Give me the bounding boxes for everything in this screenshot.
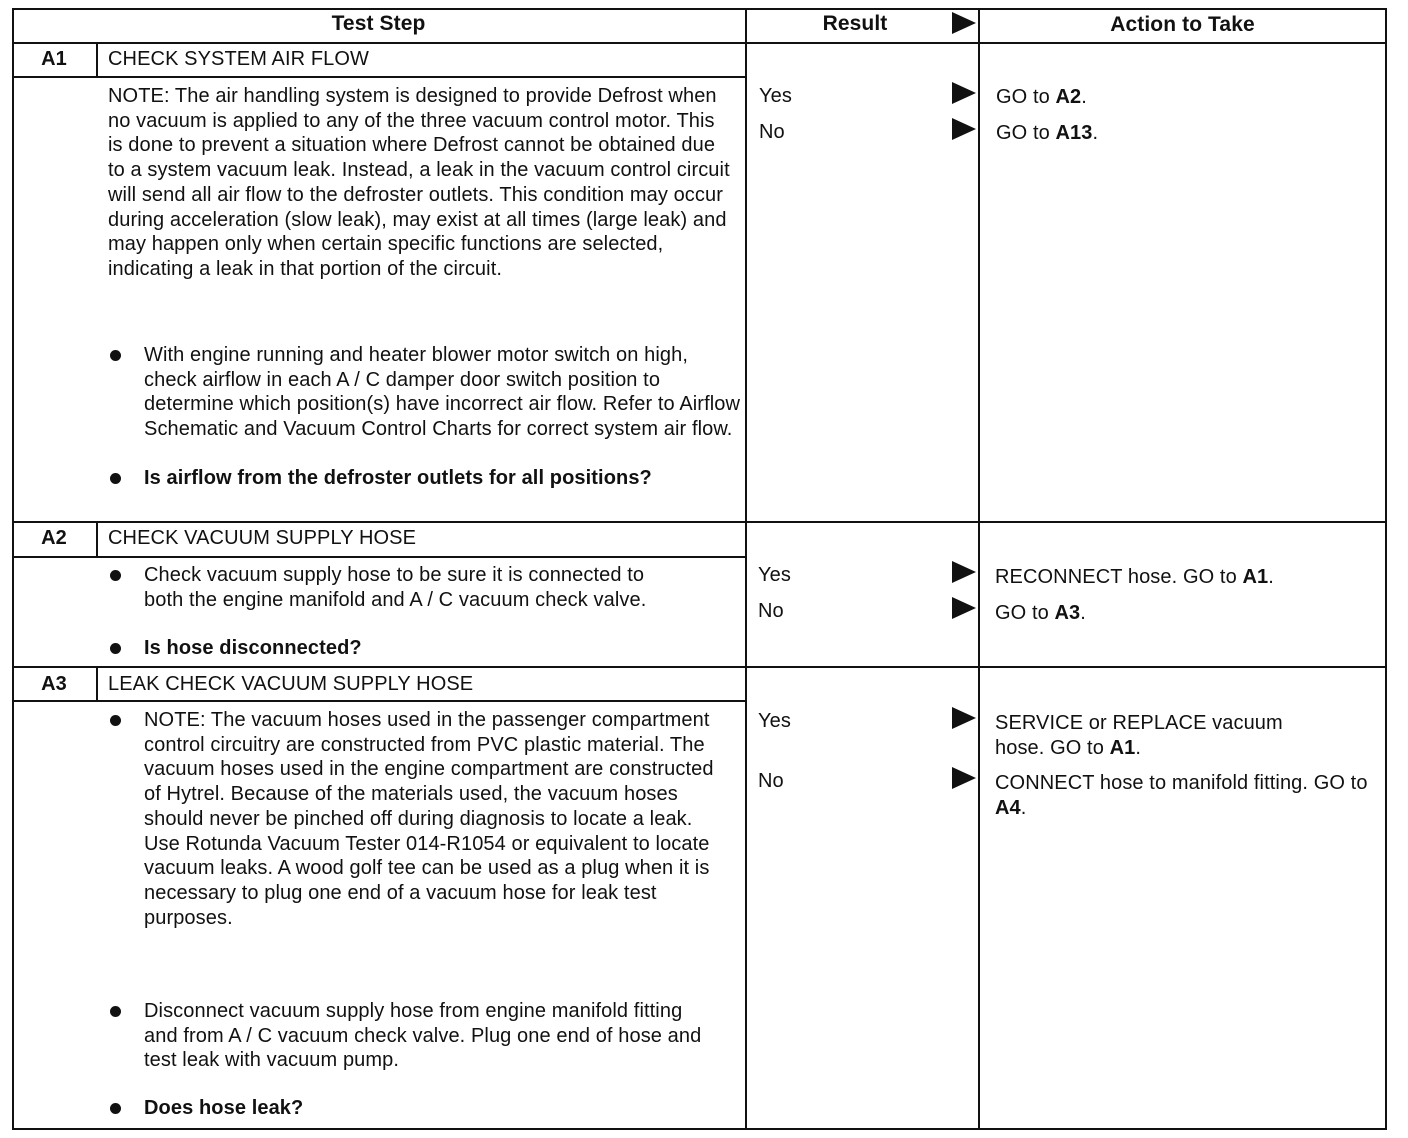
right-border [1385,8,1387,1130]
result-label-no: No [758,600,784,622]
test-procedure-table [12,8,1387,1130]
bullet-icon [110,643,121,654]
step-id-divider-a3 [96,666,98,700]
a1-title-rule [12,76,746,78]
step-id-a3: A3 [41,673,67,695]
result-label-no: No [759,121,785,143]
action-a2-no: GO to A3. [995,602,1086,624]
action-a3-no: CONNECT hose to manifold fitting. GO to A4. [995,772,1368,819]
action-a1-no: GO to A13. [996,122,1099,144]
a1-bottom-rule [12,521,1387,523]
result-arrow-icon [952,767,976,789]
step-title-a3: LEAK CHECK VACUUM SUPPLY HOSE [108,673,474,695]
step-a2-bullet-1: Check vacuum supply hose to be sure it is connected to both the engine manifold and A / C vacuum check valve. [144,564,647,611]
header-test-step: Test Step [331,12,426,35]
a2-bottom-rule [12,666,1387,668]
step-a1-note: NOTE: The air handling system is designed to provide Defrost when no vacuum is applied to any of the three vacuum control motor. This is done to prevent a situation where Defrost cannot be obtained due to a system vacuum leak. Instead, a leak in the vacuum control circuit will send all air flow to the defroster outlets. This condition may occur during acceleration (slow leak), may exist at all times (large leak) and may happen only when certain specific functions are selected, indicating a leak in that portion of the circuit. [108,85,730,280]
bullet-icon [110,350,121,361]
step-a1-question: Is airflow from the defroster outlets for all positions? [144,467,652,489]
step-title-a1: CHECK SYSTEM AIR FLOW [108,48,370,70]
result-arrow-icon [952,597,976,619]
action-a3-yes: SERVICE or REPLACE vacuum hose. GO to A1. [995,712,1283,759]
header-action: Action to Take [1110,13,1255,36]
result-label-yes: Yes [759,85,792,107]
result-column-divider [745,8,747,1130]
action-a1-yes: GO to A2. [996,86,1087,108]
step-id-divider-a2 [96,521,98,556]
step-a3-bullet-2: Disconnect vacuum supply hose from engine manifold fitting and from A / C vacuum check valve. Plug one end of hose and test leak with vacuum pump. [144,1000,702,1072]
left-border [12,8,14,1130]
table-top-rule [12,8,1387,10]
result-arrow-icon [952,82,976,104]
action-column-divider [978,8,980,1130]
step-a3-question: Does hose leak? [144,1097,304,1119]
result-arrow-icon [952,561,976,583]
bullet-icon [110,1006,121,1017]
step-id-divider-a1 [96,42,98,76]
header-arrow-icon [952,12,976,34]
result-arrow-icon [952,707,976,729]
step-title-a2: CHECK VACUUM SUPPLY HOSE [108,527,417,549]
result-label-yes: Yes [758,710,791,732]
bullet-icon [110,1103,121,1114]
action-a2-yes: RECONNECT hose. GO to A1. [995,566,1274,588]
a2-title-rule [12,556,746,558]
bullet-icon [110,473,121,484]
table-bottom-rule [12,1128,1387,1130]
step-a3-note: NOTE: The vacuum hoses used in the passenger compartment control circuitry are constructed from PVC plastic material. The vacuum hoses used in the engine compartment are constructed of Hytrel. Because of the materials used, the vacuum hoses should never be pinched off during diagnosis to locate a leak. Use Rotunda Vacuum Tester 014-R1054 or equivalent to locate vacuum leaks. A wood golf tee can be used as a plug when it is necessary to plug one end of a vacuum hose for leak test purposes. [144,709,714,929]
header-result: Result [822,12,888,35]
bullet-icon [110,715,121,726]
result-label-yes: Yes [758,564,791,586]
step-a2-question: Is hose disconnected? [144,637,362,659]
result-label-no: No [758,770,784,792]
result-arrow-icon [952,118,976,140]
a3-title-rule [12,700,746,702]
bullet-icon [110,570,121,581]
step-id-a1: A1 [41,48,67,70]
step-a1-bullet-1: With engine running and heater blower motor switch on high, check airflow in each A / C damper door switch position to determine which position(s) have incorrect air flow. Refer to Airflow Schematic and Vacuum Control Charts for correct system air flow. [144,344,741,441]
header-bottom-rule [12,42,1387,44]
step-id-a2: A2 [41,527,67,549]
